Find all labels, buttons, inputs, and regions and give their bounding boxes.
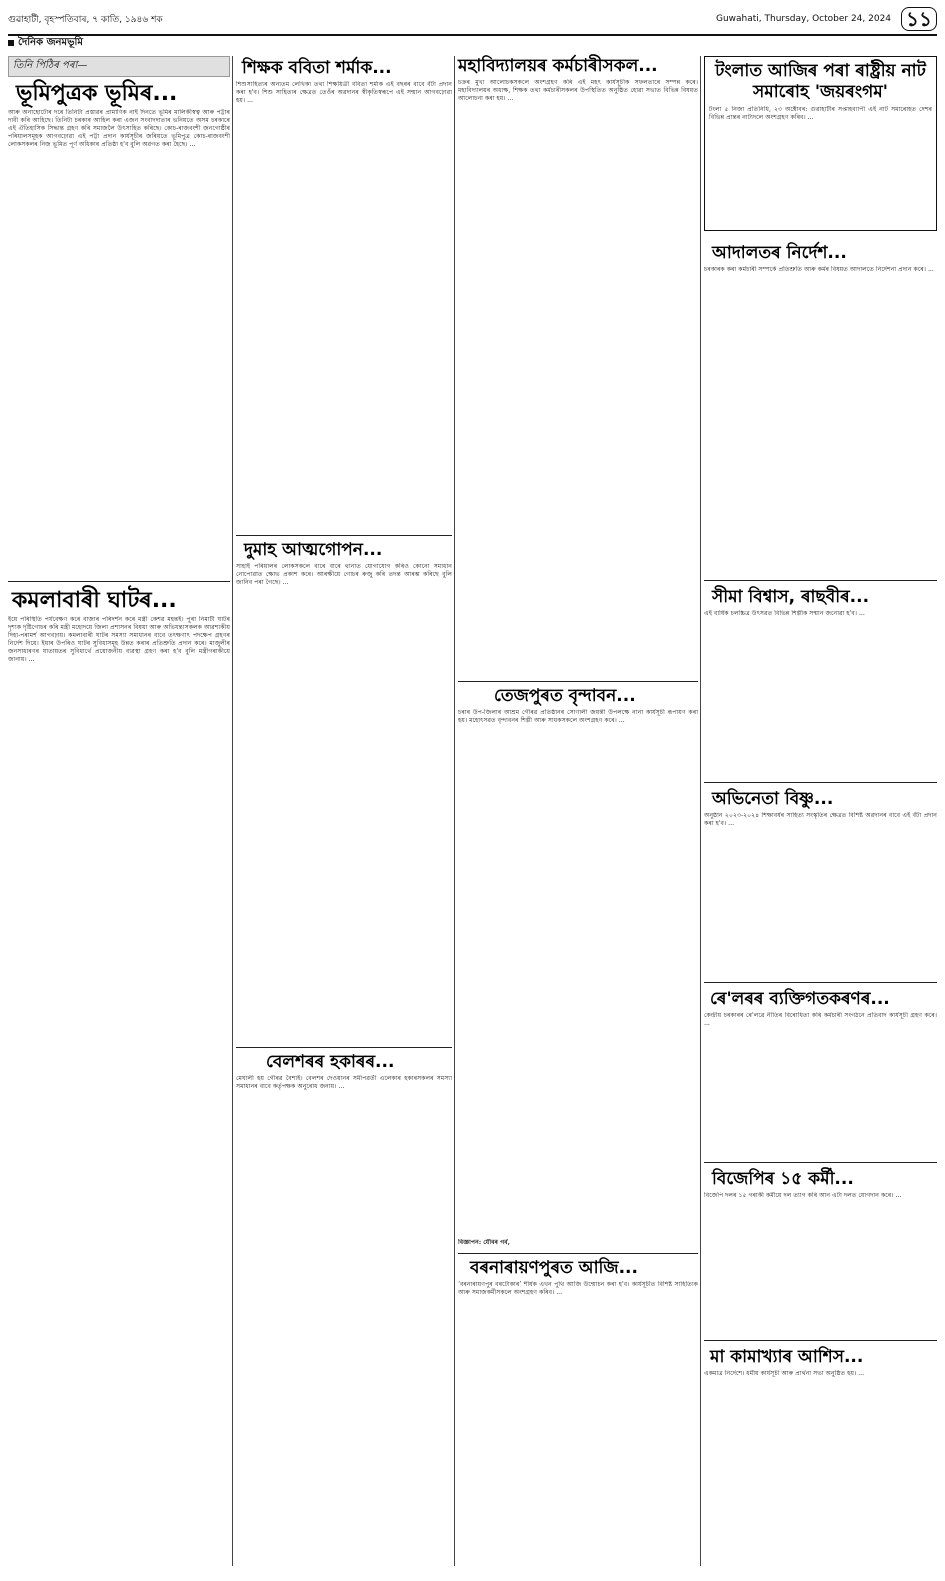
- column-3: [458, 56, 698, 1566]
- column-divider: [232, 56, 233, 1566]
- article-body: সাহাই পৰিয়ালৰ লোকসকলে বাৰে বাৰে থানাত যোগাযোগ কৰিও কোনো সমাধান নোপোৱাত ক্ষোভ প্ৰকাশ কৰে। আৰক্ষীয়ে গোচৰ ৰুজু কৰি তদন্ত আৰম্ভ কৰিছে বুলি জানিব পৰা গৈছে। ...: [236, 563, 452, 587]
- article-headline: সীমা বিশ্বাস, ৰাছবীৰ...: [712, 587, 870, 607]
- article-body: মেঘালী হয় গৌৰৱ বৈশ্যই। বেলশৰ দেওয়ানৰ সমীপৱৰ্তী এলেকাৰ হকাৰসকলৰ সমস্যা সমাধানৰ বাবে কৰ্তৃপক্ষক অনুৰোধ জনায়। ...: [236, 1075, 452, 1091]
- divider: [236, 535, 452, 536]
- continued-kicker: তিনি পিঠিৰ পৰা—: [8, 56, 230, 77]
- page-number: ১১: [901, 7, 937, 31]
- divider: [704, 1162, 937, 1163]
- article-body: এই বাৰ্ষিক চলচ্চিত্ৰ উৎসৱত বিভিন্ন শিল্পীক সন্মান জনোৱা হ'ব। ...: [704, 610, 865, 617]
- article-body: ‘বৰনাৰায়ণপুৰ বৰটোকাৰ’ শীৰ্ষক এখন পুথি আজি উন্মোচন কৰা হ'ব। কাৰ্যসূচীত বিশিষ্ট সাহিত্যিক আৰু সমাজকৰ্মীসকলে অংশগ্ৰহণ কৰিব। ...: [458, 1281, 698, 1297]
- divider: [704, 782, 937, 783]
- article-headline: অভিনেতা বিষ্ণু...: [712, 789, 834, 809]
- divider: [458, 681, 698, 682]
- article-headline: ভূমিপুত্ৰক ভূমিৰ...: [16, 81, 178, 106]
- divider: [704, 982, 937, 983]
- paper-name: [8, 36, 248, 50]
- article-headline: মহাবিদ্যালয়ৰ কৰ্মচাৰীসকল...: [458, 56, 658, 76]
- article-headline: বৰনাৰায়ণপুৰত আজি...: [470, 1258, 638, 1278]
- article-body: টংলা ৫ নিজা প্ৰতিনিধি, ২৩ অক্টোবৰ: গুৱাহাটীৰ সপ্তাহব্যাপী এই নাট সমাৰোহত দেশৰ বিভিন্ন প্ৰান্তৰ নাট্যদলে অংশগ্ৰহণ কৰিব। ...: [709, 106, 932, 122]
- article-body: অনুষ্ঠান ২০২৩-২০২৪ শিক্ষাবৰ্ষৰ সাহিত্য সংস্কৃতিৰ ক্ষেত্ৰত বিশিষ্ট অৱদানৰ বাবে এই বঁটা প্ৰদান কৰা হ'ব। ...: [704, 812, 937, 828]
- article-body: চৰাৰ উপ-জিলাৰ আশ্ৰম গৌৰৱ প্ৰতিষ্ঠানৰ সোণালী জয়ন্তী উপলক্ষে নানা কাৰ্যসূচী ৰূপায়ণ কৰা হয়। মহোৎসৱত বৃন্দাবনৰ শিল্পী আৰু সাধকসকলে অংশগ্ৰহণ কৰে। ...: [458, 709, 698, 725]
- divider: [704, 580, 937, 581]
- article-body: বিজেপি দলৰ ১৫ গৰাকী কৰ্মীয়ে দল ত্যাগ কৰি আন এটা দলত যোগদান কৰে। ...: [704, 1192, 902, 1199]
- header-date-english: Guwahati, Thursday, October 24, 2024: [715, 14, 892, 24]
- article-headline: বিজেপিৰ ১৫ কৰ্মী...: [712, 1169, 854, 1189]
- article-body: চক্ৰৰ মুখ্য আলোচকসকলে অংশগ্ৰহণ কৰি এই মহৎ কাৰ্যসূচীক সফলতাৰে সম্পন্ন কৰে। মহাবিদ্যালয়ৰ অধ্যক্ষ, শিক্ষক তথা কৰ্মচাৰীসকলৰ উপস্থিতিত অনুষ্ঠিত হোৱা সভাত বিভিন্ন বিষয়ত আলোচনা কৰা হয়। ...: [458, 79, 698, 103]
- column-4: [704, 56, 937, 1566]
- article-body: কেন্দ্ৰীয় চৰকাৰৰ ৰে'লৱে নীতিৰ বিৰোধিতা কৰি কৰ্মচাৰী সংগঠনে প্ৰতিবাদ কাৰ্যসূচী গ্ৰহণ কৰে। ...: [704, 1012, 937, 1028]
- article-headline: শিক্ষক ববিতা শৰ্মাক...: [242, 58, 392, 78]
- article-body: আৰু অনাহোটোৰ দৰে তিনিটা প্ৰস্তাৱৰ প্ৰামাণিক নাই দিনতে ভূমিৰ মালিকীস্বত্ব আৰু পট্টাৰ দাবী কৰি আহিছে। তিনিটা চৰকাৰ আহিল কৰা এজন সংবাদদাতাৰ ভনিয়তে অসম চৰকাৰে এই ঐতিহাসিক সিদ্ধান্ত গ্ৰহণ কৰি সমাজলৈ উৎসাহিত কৰিছে। কোচ-ৰাজবংশী জনগোষ্ঠীৰ পৰিয়ালসমূহক আগবঢ়োৱা এই পট্টা প্ৰদান কাৰ্যসূচীৰ জৰিয়তে ভূমিপুত্ৰ কোচ-ৰাজবংশী লোকসকলৰ নিজ ভূমিত পূৰ্ণ অধিকাৰ প্ৰতিষ্ঠা হ'ব বুলি অৱগত কৰা হৈছে। ...: [8, 109, 230, 149]
- divider: [704, 1340, 937, 1341]
- article-headline: মা কামাখ্যাৰ আশিস...: [710, 1347, 864, 1367]
- divider: [8, 581, 230, 582]
- inline-caption: বিজ্ঞাপন: যৌবৰ গৰ্ব,: [458, 1239, 510, 1246]
- article-body: চৰকাৰক কৰা কৰ্মচাৰী সম্পৰ্কে প্ৰতিশ্ৰুতি আৰু কৰ্মৰ বিষয়ত আদালতে নিৰ্দেশনা প্ৰদান কৰে। ...: [704, 266, 934, 273]
- paper-name-text: দৈনিক জনমভূমি: [18, 36, 83, 48]
- article-headline: আদালতৰ নিৰ্দেশ...: [712, 243, 847, 263]
- article-headline: বেলশৰৰ হকাৰৰ...: [266, 1052, 395, 1072]
- header-date-assamese: গুৱাহাটী, বৃহস্পতিবাৰ, ৭ কাতি, ১৯৪৬ শক: [8, 14, 163, 25]
- article-headline: তেজপুৰত বৃন্দাবন...: [494, 686, 636, 706]
- article-body: একমাত্ৰ নিৰ্দেশে। ধৰ্মীয় কাৰ্যসূচী আৰু প্ৰাৰ্থনা সভা অনুষ্ঠিত হয়। ...: [704, 1370, 865, 1377]
- page-header: [8, 4, 937, 36]
- article-body: ইয়ে পৰিস্থিতি পৰ্যবেক্ষণ কৰে বাজাৰ পৰিদৰ্শন কৰে মন্ত্ৰী কেশৱ মহন্তই। পুৰা নিমাটী ঘাটৰ দৃশ্যক দৃষ্টিগোচৰ কৰি মন্ত্ৰী মহোদয়ে জিলা প্ৰশাসনৰ বিষয়া আৰু অভিযন্তাসকলক আৱশ্যকীয় দিহা-পৰামৰ্শ আগবঢ়ায়। কমলাবাৰী ঘাটৰ সমস্যা সমাধানৰ বাবে তৎক্ষণাৎ পদক্ষেপ গ্ৰহণৰ নিৰ্দেশ দিয়ে। ইয়াৰ উপৰিও ঘাটৰ সুবিধাসমূহ উন্নত কৰাৰ প্ৰতিশ্ৰুতি প্ৰদান কৰে। মাজুলীৰ জনসাধাৰণৰ যাতায়তৰ সুবিধাৰ্থে প্ৰয়োজনীয় ব্যৱস্থা গ্ৰহণ কৰা হ'ব বুলি মন্ত্ৰীগৰাকীয়ে জানায়। ...: [8, 616, 230, 664]
- article-headline: ৰে'লৰৰ ব্যক্তিগতকৰণৰ...: [710, 989, 890, 1009]
- article-body: শিশুসাহিত্যৰ অন্যতম লেখিকা তথা শিক্ষয়িত্ৰী ববিতা শৰ্মাক এই বছৰৰ বাবে বঁটা প্ৰদান কৰা হ'ব। শিশু সাহিত্যৰ ক্ষেত্ৰত তেওঁৰ অৱদানৰ স্বীকৃতিস্বৰূপে এই সন্মান আগবঢ়োৱা হয়। ...: [236, 81, 452, 105]
- article-headline: টংলাত আজিৰ পৰা ৰাষ্ট্ৰীয় নাট সমাৰোহ 'জয়ৰংগম': [715, 61, 926, 102]
- header-right: [716, 7, 937, 31]
- column-1: [8, 56, 230, 1566]
- column-divider: [454, 56, 455, 1566]
- article-headline: দুমাহ আত্মগোপন...: [244, 540, 383, 560]
- column-divider: [700, 56, 701, 1566]
- square-icon: [8, 40, 14, 46]
- column-2: [236, 56, 452, 1566]
- article-headline: কমলাবাৰী ঘাটৰ...: [12, 588, 177, 613]
- divider: [236, 1047, 452, 1048]
- divider: [458, 1253, 698, 1254]
- boxed-article: [704, 56, 937, 231]
